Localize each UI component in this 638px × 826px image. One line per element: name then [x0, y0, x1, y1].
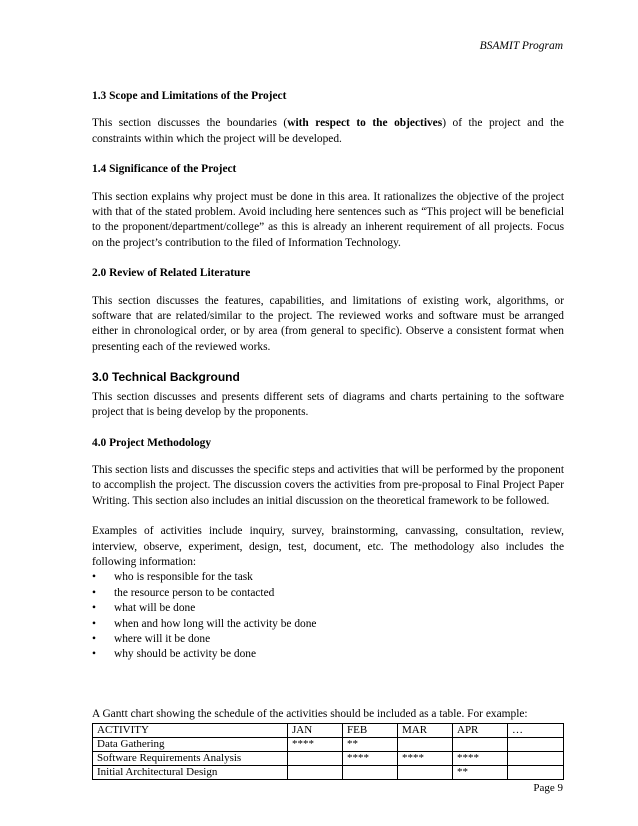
table-cell: [398, 766, 453, 780]
table-header-row: [93, 724, 564, 738]
table-cell: [508, 738, 564, 752]
table-cell: Initial Architectural Design: [93, 766, 288, 780]
table-cell: Software Requirements Analysis: [93, 752, 288, 766]
table-header-cell: JAN: [288, 724, 343, 738]
section-2-0-text: This section discusses the features, capabilities, and limitations of existing work, algorithms, or software that are related/similar to the project. The reviewed works and software must be arranged either in chronological order, or by area (from general to specific). Observe a consistent format when presenting each of the reviewed works.: [92, 294, 564, 353]
section-3-0-text: This section discusses and presents different sets of diagrams and charts pertaining to the software project that is being develop by the proponents.: [92, 390, 564, 419]
table-row: [93, 752, 564, 766]
section-1-4-text: This section explains why project must be done in this area. It rationalizes the objective of the project with that of the stated problem. Avoid including here sentences such as “This project will be beneficial to the proponent/department/college” as this is already an inherent requirement of all projects. Focus on the project’s contribution to the filed of Information Technology.: [92, 190, 564, 249]
table-row: [93, 766, 564, 780]
emphasis-text: with respect to the objectives: [287, 117, 443, 130]
table-cell: [453, 738, 508, 752]
section-1-3-heading: 1.3 Scope and Limitations of the Project: [92, 90, 287, 102]
table-header-cell: …: [508, 724, 564, 738]
table-cell: [508, 766, 564, 780]
table-cell: Data Gathering: [93, 738, 288, 752]
table-cell: ****: [288, 738, 343, 752]
table-cell: ****: [343, 752, 398, 766]
bullet-icon: •: [92, 632, 96, 645]
section-4-0-text-2: Examples of activities include inquiry, survey, brainstorming, canvassing, consultation, review, interview, observe, experiment, design, test, document, etc. The methodology also includes the following information:: [92, 525, 564, 568]
section-4-0-text-1: This section lists and discusses the specific steps and activities that will be performed by the proponent to accomplish the project. The discussion covers the activities from pre-proposal to Final Project Paper Writing. This section also includes an initial discussion on the theoretical framework to be followed.: [92, 463, 564, 507]
table-header-cell: APR: [453, 724, 508, 738]
bullet-icon: •: [92, 602, 96, 615]
table-row: [93, 738, 564, 752]
table-header-cell: FEB: [343, 724, 398, 738]
list-item: • what will be done: [92, 601, 564, 616]
table-cell: ****: [453, 752, 508, 766]
page-number: Page 9: [533, 782, 563, 794]
bullet-icon: •: [92, 617, 96, 630]
bullet-icon: •: [92, 586, 96, 599]
gantt-intro-text: A Gantt chart showing the schedule of the activities should be included as a table. For example:: [92, 707, 528, 720]
table-cell: **: [343, 738, 398, 752]
section-3-0-heading: 3.0 Technical Background: [92, 370, 240, 385]
table-cell: **: [453, 766, 508, 780]
list-item: • where will it be done: [92, 632, 564, 647]
bullet-icon: •: [92, 648, 96, 661]
table-header-cell: ACTIVITY: [93, 724, 288, 738]
running-header: BSAMIT Program: [479, 40, 563, 52]
section-4-0-heading: 4.0 Project Methodology: [92, 436, 212, 449]
table-cell: [343, 766, 398, 780]
table-cell: [288, 766, 343, 780]
bullet-icon: •: [92, 571, 96, 584]
list-item: • who is responsible for the task: [92, 570, 564, 585]
table-cell: [508, 752, 564, 766]
list-item: • why should be activity be done: [92, 647, 564, 662]
methodology-list: [92, 570, 564, 662]
gantt-table: [92, 723, 564, 780]
section-2-0-heading: 2.0 Review of Related Literature: [92, 267, 251, 280]
section-1-4-heading: 1.4 Significance of the Project: [92, 163, 237, 176]
list-item: • when and how long will the activity be done: [92, 617, 564, 632]
table-header-cell: MAR: [398, 724, 453, 738]
list-item: • the resource person to be contacted: [92, 586, 564, 601]
section-1-3-text: This section discusses the boundaries (with respect to the objectives) of the project and the constraints within which the project will be developed.: [92, 117, 564, 145]
table-cell: ****: [398, 752, 453, 766]
table-cell: [398, 738, 453, 752]
document-body: [92, 89, 564, 780]
table-cell: [288, 752, 343, 766]
